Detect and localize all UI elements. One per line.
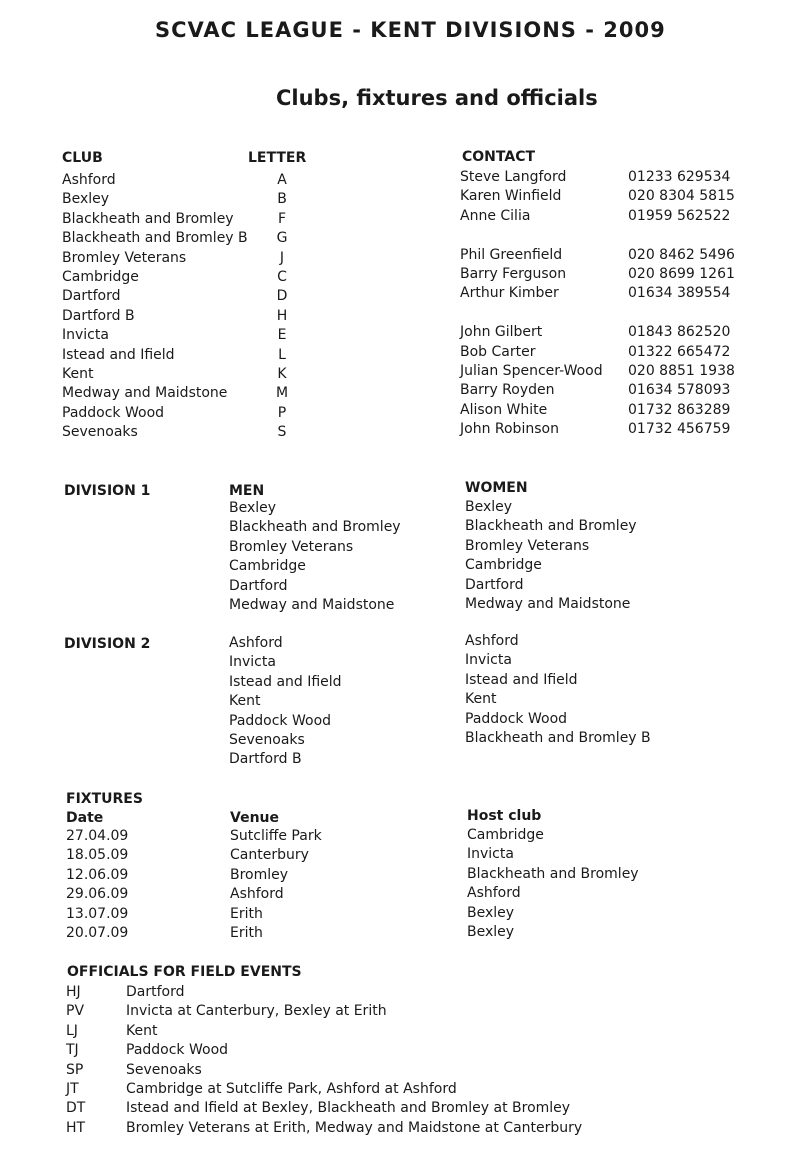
club-letter: P [277,404,287,421]
division-team: Invicta [229,654,276,671]
fixtures-venue-list [230,827,322,943]
men-header: MEN [229,483,265,499]
division-team: Bromley Veterans [465,537,590,554]
fixtures-venue-header: Venue [230,810,279,826]
contact-name: John Gilbert [460,324,543,341]
club-letter: L [278,346,286,363]
official-event: DT [66,1100,86,1117]
fixtures-host-header: Host club [467,808,542,824]
fixtures-date-header: Date [66,810,104,826]
club-name: Blackheath and Bromley [62,210,234,227]
fixture-venue: Canterbury [230,847,309,864]
contact-name: Bob Carter [460,343,536,360]
division-team: Blackheath and Bromley B [465,729,651,746]
contact-phone: 01634 578093 [628,382,731,399]
club-name: Bromley Veterans [62,249,187,266]
club-name-list [62,171,248,442]
club-letter: M [275,385,289,402]
club-name: Dartford B [62,307,135,324]
official-detail: Istead and Ifield at Bexley, Blackheath and Bromley at Bromley [126,1100,571,1117]
contact-phone-list [628,168,735,439]
fixture-date: 20.07.09 [66,924,129,941]
club-name: Kent [62,365,94,382]
contact-phone: 020 8851 1938 [628,362,735,379]
official-detail: Cambridge at Sutcliffe Park, Ashford at Ashford [126,1080,457,1097]
division-team: Ashford [465,633,519,649]
fixture-venue: Erith [230,924,263,941]
division-team: Bromley Veterans [229,538,354,555]
club-name: Paddock Wood [62,404,165,421]
contact-phone: 020 8462 5496 [628,246,735,263]
contact-phone: 01959 562522 [628,207,731,224]
division-team: Kent [465,691,497,708]
club-letter: S [277,424,287,441]
officials-event-list [66,983,85,1138]
contact-name [460,226,603,245]
contact-phone: 01322 665472 [628,343,731,360]
official-event: PV [66,1003,85,1020]
club-letter: E [277,327,287,344]
club-letter-list [267,171,297,442]
club-name: Ashford [62,172,116,188]
official-detail: Kent [126,1022,158,1039]
club-name: Invicta [62,327,109,344]
fixture-host: Bexley [467,923,515,940]
club-letter: K [277,365,287,382]
division-team: Bexley [465,499,513,515]
contact-phone: 01732 863289 [628,401,731,418]
official-detail: Bromley Veterans at Erith, Medway and Maidstone at Canterbury [126,1119,583,1136]
official-event: TJ [66,1042,79,1059]
contact-name: John Robinson [460,421,559,438]
fixture-date: 27.04.09 [66,828,129,844]
division-team: Dartford [465,576,524,593]
club-name: Cambridge [62,268,139,285]
contact-name: Phil Greenfield [460,246,563,263]
officials-detail-list [126,983,582,1138]
club-letter: D [276,288,288,305]
division-team: Dartford [229,577,288,594]
club-letter: A [277,172,287,188]
official-event: SP [66,1061,84,1078]
division-team: Medway and Maidstone [229,596,395,613]
contact-column-header: CONTACT [462,149,536,165]
club-name: Medway and Maidstone [62,385,228,402]
contact-phone [628,226,735,245]
contact-name: Steve Langford [460,169,567,185]
fixture-date: 18.05.09 [66,847,129,864]
contact-phone: 01843 862520 [628,324,731,341]
division-team: Dartford B [229,751,302,768]
contact-name [460,304,603,323]
division-team: Istead and Ifield [229,673,342,690]
club-name: Blackheath and Bromley B [62,230,248,247]
fixtures-label: FIXTURES [66,791,143,807]
contact-name: Anne Cilia [460,207,531,224]
division-team: Cambridge [229,558,306,575]
official-event: JT [66,1080,79,1097]
club-letter: H [276,307,288,324]
division-team: Blackheath and Bromley [465,518,637,535]
contact-name: Barry Royden [460,382,555,399]
contact-phone: 01634 389554 [628,285,731,302]
women-header: WOMEN [465,480,528,496]
contact-name: Alison White [460,401,548,418]
division-team: Cambridge [465,557,542,574]
fixtures-host-list [467,826,639,942]
contact-name: Julian Spencer-Wood [460,362,603,379]
division2-women-list [465,632,651,748]
contact-phone [628,304,735,323]
officials-label: OFFICIALS FOR FIELD EVENTS [67,964,302,980]
contact-name: Barry Ferguson [460,265,567,282]
fixtures-date-list [66,827,128,943]
contact-name-list [460,168,603,439]
letter-column-header: LETTER [248,150,307,166]
division-team: Invicta [465,652,512,669]
club-letter: B [277,191,287,208]
contact-phone: 01732 456759 [628,421,731,438]
division-team: Paddock Wood [465,710,568,727]
fixture-host: Ashford [467,885,521,902]
official-event: HJ [66,984,81,1000]
fixture-venue: Erith [230,905,263,922]
contact-name: Arthur Kimber [460,285,559,302]
club-letter: J [279,249,285,266]
contact-name: Karen Winfield [460,188,562,205]
official-detail: Paddock Wood [126,1042,229,1059]
fixture-venue: Ashford [230,886,284,903]
division-team: Sevenoaks [229,731,305,748]
official-event: LJ [66,1022,78,1039]
contact-phone: 01233 629534 [628,169,731,185]
fixture-date: 29.06.09 [66,886,129,903]
division1-women-list [465,498,637,614]
club-letter: G [276,230,288,247]
division-team: Bexley [229,500,277,516]
division-team: Blackheath and Bromley [229,519,401,536]
fixture-host: Cambridge [467,827,544,843]
fixture-venue: Sutcliffe Park [230,828,322,844]
fixture-date: 13.07.09 [66,905,129,922]
division1-men-list [229,499,401,615]
division-team: Ashford [229,635,283,651]
division1-label: DIVISION 1 [64,483,151,499]
club-name: Bexley [62,191,110,208]
fixture-date: 12.06.09 [66,866,129,883]
contact-phone: 020 8699 1261 [628,265,735,282]
division-team: Paddock Wood [229,712,332,729]
division2-men-list [229,634,342,770]
club-name: Sevenoaks [62,424,138,441]
fixture-host: Invicta [467,846,514,863]
club-name: Istead and Ifield [62,346,175,363]
fixture-host: Blackheath and Bromley [467,865,639,882]
club-column-header: CLUB [62,150,103,166]
division-team: Kent [229,693,261,710]
official-detail: Sevenoaks [126,1061,202,1078]
club-letter: C [277,268,287,285]
fixture-venue: Bromley [230,866,289,883]
club-letter: F [277,210,287,227]
division-team: Medway and Maidstone [465,595,631,612]
official-detail: Invicta at Canterbury, Bexley at Erith [126,1003,387,1020]
page-subtitle: Clubs, fixtures and officials [276,86,598,110]
division2-label: DIVISION 2 [64,636,151,652]
official-detail: Dartford [126,984,185,1000]
fixture-host: Bexley [467,904,515,921]
official-event: HT [66,1119,86,1136]
contact-phone: 020 8304 5815 [628,188,735,205]
page-title: SCVAC LEAGUE - KENT DIVISIONS - 2009 [155,18,666,42]
club-name: Dartford [62,288,121,305]
division-team: Istead and Ifield [465,671,578,688]
